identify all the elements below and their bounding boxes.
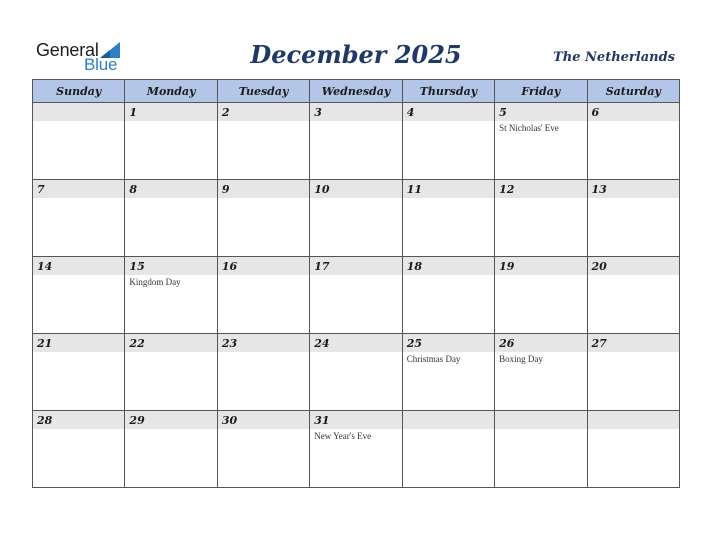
day-number-bar [218,257,309,275]
day-number: 9 [221,183,230,196]
day-number: 14 [37,260,53,273]
logo-text-general: General [36,40,99,60]
day-cell [402,257,494,334]
day-number-bar [588,180,679,198]
day-cell [125,334,217,411]
day-cell [33,257,125,334]
day-number-bar [310,257,401,275]
day-number: 12 [499,183,515,196]
day-number: 7 [37,183,45,196]
day-cell [217,411,309,488]
week-row [33,257,680,334]
day-number: 29 [129,414,145,427]
day-number-bar [218,411,309,429]
day-number: 20 [591,260,607,273]
day-number-bar [33,180,124,198]
day-number-bar [495,411,586,429]
day-cell [495,180,587,257]
week-row [33,180,680,257]
day-cell [402,103,494,180]
day-number-bar [310,334,401,352]
day-number-bar [218,334,309,352]
week-row [33,334,680,411]
holiday-label: Christmas Day [406,354,461,364]
day-cell [310,257,402,334]
day-number-bar [125,334,216,352]
day-cell [495,411,587,488]
day-number-bar [403,180,494,198]
calendar-grid [32,79,680,488]
day-number: 18 [406,260,422,273]
day-number-bar [495,334,586,352]
day-cell [217,180,309,257]
day-number-bar [495,180,586,198]
day-number: 16 [221,260,238,273]
day-number: 28 [37,414,53,427]
day-number-bar [125,257,216,275]
day-cell [217,257,309,334]
day-number-bar [125,103,216,121]
weekday-header: Friday [495,80,587,103]
day-cell [310,411,402,488]
day-number-bar [218,180,309,198]
day-cell [217,103,309,180]
day-cell [125,411,217,488]
day-cell [495,334,587,411]
day-cell [587,103,679,180]
weekday-header: Saturday [587,80,679,103]
page-title: December 2025 [250,40,462,69]
day-number: 6 [591,106,600,119]
day-number: 10 [314,183,330,196]
weekday-header: Monday [125,80,217,103]
week-row [33,103,680,180]
day-cell [33,180,125,257]
day-number-bar [588,411,679,429]
day-cell [33,334,125,411]
day-number: 15 [129,260,145,273]
day-number-bar [588,257,679,275]
day-cell [33,411,125,488]
country-label: The Netherlands [553,50,675,65]
day-number-bar [310,103,401,121]
day-cell [125,103,217,180]
day-number-bar [33,257,124,275]
day-cell [402,180,494,257]
day-number: 4 [406,106,415,119]
day-number: 2 [221,106,230,119]
day-number: 21 [37,337,53,350]
weekday-header: Tuesday [217,80,309,103]
holiday-label: Kingdom Day [129,277,181,287]
day-number: 30 [221,414,238,427]
day-number: 25 [406,337,422,350]
day-number-bar [495,257,586,275]
day-number-bar [33,334,124,352]
day-cell [587,257,679,334]
day-cell [587,180,679,257]
logo-text-blue: Blue [84,55,118,74]
day-cell [33,103,125,180]
day-number-bar [310,180,401,198]
holiday-label: New Year's Eve [314,431,372,441]
day-number-bar [310,411,401,429]
day-number: 13 [591,183,607,196]
day-cell [125,180,217,257]
day-cell [310,180,402,257]
day-number-bar [403,334,494,352]
day-cell [402,334,494,411]
day-cell [310,334,402,411]
day-number-bar [33,411,124,429]
day-number: 24 [314,337,330,350]
day-number: 31 [314,414,330,427]
day-number-bar [403,103,494,121]
day-cell [495,103,587,180]
day-number: 23 [221,337,238,350]
day-cell [402,411,494,488]
day-number-bar [125,411,216,429]
day-cell [587,411,679,488]
weekday-header: Sunday [33,80,125,103]
day-number: 27 [591,337,607,350]
day-number: 3 [314,106,322,119]
day-cell [217,334,309,411]
day-number: 22 [129,337,145,350]
day-cell [125,257,217,334]
day-number-bar [495,103,586,121]
day-number: 8 [129,183,138,196]
day-number-bar [588,103,679,121]
day-number: 5 [499,106,507,119]
day-cell [587,334,679,411]
day-number-bar [403,257,494,275]
holiday-label: St Nicholas' Eve [499,123,559,133]
day-cell [310,103,402,180]
day-number: 19 [499,260,515,273]
day-number-bar [218,103,309,121]
day-number: 17 [314,260,330,273]
weekday-header: Thursday [402,80,494,103]
day-cell [495,257,587,334]
week-row [33,411,680,488]
day-number-bar [588,334,679,352]
day-number: 1 [129,106,138,119]
holiday-label: Boxing Day [499,354,543,364]
day-number-bar [125,180,216,198]
weekday-header: Wednesday [310,80,402,103]
weekday-header-row [33,80,680,103]
day-number-bar [403,411,494,429]
day-number: 11 [406,183,422,196]
day-number: 26 [499,337,515,350]
day-number-bar [33,103,124,121]
